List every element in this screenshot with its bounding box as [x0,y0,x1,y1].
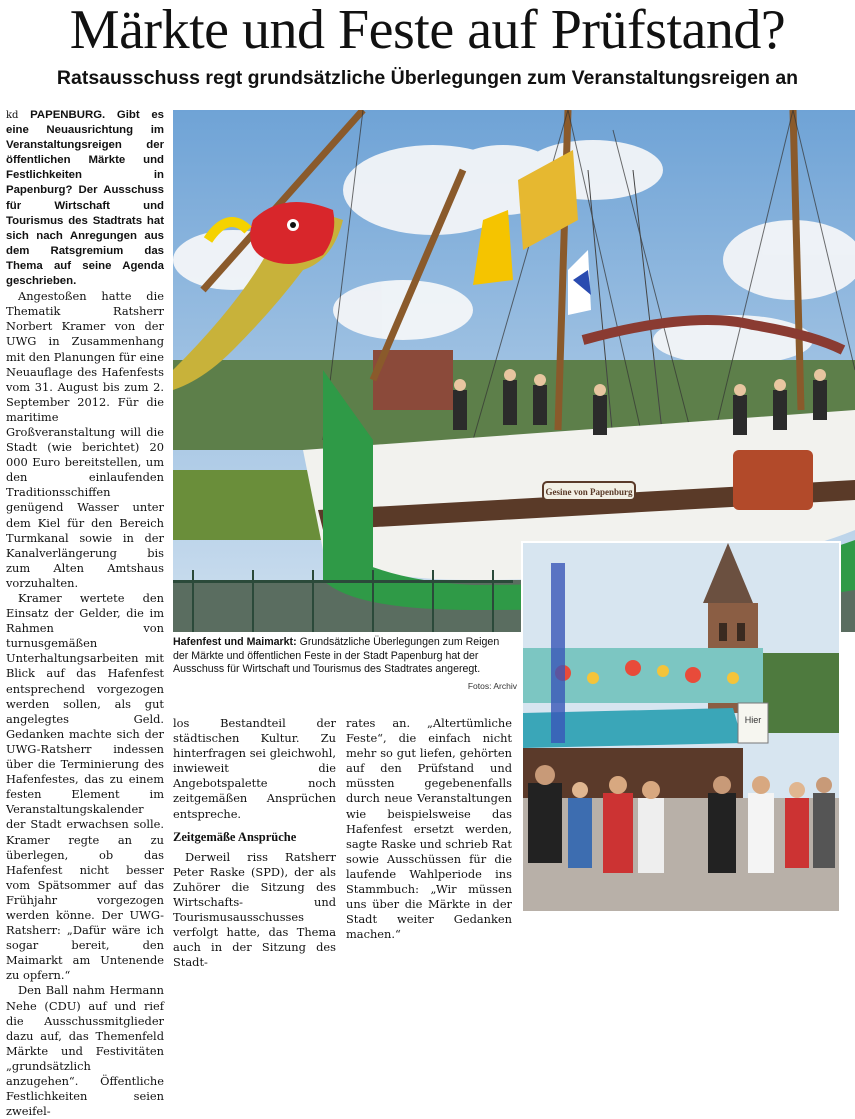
body-paragraph-3: Den Ball nahm Hermann Nehe (CDU) auf und rief die Ausschussmitglieder dazu auf, das Themenfeld Märkte und Festivitäten „grundsätzlich anzugehen“. Öffentliche Festlichkeiten seien zweifel- [6,983,164,1119]
caption-label: Hafenfest und Maimarkt: [173,636,297,648]
lead-paragraph [6,108,164,289]
column-2 [173,716,336,970]
subheadline: Ratsausschuss regt grundsätzliche Überlegungen zum Veranstaltungsreigen an [56,67,799,89]
lead-place: PAPENBURG. [30,109,106,121]
lead-text: Gibt es eine Neuausrichtung im Veranstaltungsreigen der öffentlichen Märkte und Festlichkeiten in Papenburg? Der Ausschuss für Wirtschaft und Tourismus des Stadtrats hat sich nach Anregungen aus dem Ratsgremium das Thema auf seine Agenda geschrieben. [6,109,164,288]
fair-stall-sign: Hier [744,715,762,725]
body-paragraph-1: Angestoßen hatte die Thematik Ratsherr Norbert Kramer von der UWG in Zusammenhang mit den Planungen für eine Neuauflage des Hafenfests vom 31. August bis zum 2. September 2012. Für die maritime Großveranstaltung will die Stadt (wie berichtet) 20 000 Euro bereitstellen, um den einlaufenden Traditionsschiffen genügend Wasser unter dem Kiel für den Bereich Turmkanal sowie in der Kanalverlängerung bis zum Alten Amtshaus vorzuhalten. [6,289,164,590]
fair-photo [521,541,841,913]
body-paragraph-6: rates an. „Altertümliche Feste“, die einfach nicht mehr so gut liefen, gehörten auf den Prüfstand und müssten gegebenenfalls durch neue Veranstaltungen wie beispielsweise das Hafenfest ersetzt werden, sagte Raske und schrieb Rat sowie Ausschüssen für die laufende Wahlperiode ins Stammbuch: „Wir müssen uns über die Märkte in der Stadt weiter Gedanken machen.“ [346,716,512,942]
headline: Märkte und Feste auf Prüfstand? [69,0,786,61]
photo-caption [173,636,517,677]
photo-credit: Fotos: Archiv [467,681,517,691]
body-paragraph-4: los Bestandteil der städtischen Kultur. Zu hinterfragen sei gleichwohl, inwieweit die Angebotspalette noch zeitgemäßen Ansprüchen entspreche. [173,716,336,821]
column-1 [6,108,164,1119]
caption-text: Grundsätzliche Überlegungen zum Reigen der Märkte und öffentlichen Feste in der Stadt Papenburg hat der Ausschuss für Wirtschaft und Tourismus des Stadtrates angeregt. [173,636,500,675]
ship-name-board: Gesine von Papenburg [545,487,633,497]
fair-photo-illustration [523,543,839,911]
body-paragraph-2: Kramer wertete den Einsatz der Gelder, die im Rahmen von turnusgemäßen Unterhaltungsarbeiten mit Blick auf das Hafenfest entsprechend vorgezogen werden sollen, als gut angelegtes Geld. Gedanken machte sich der UWG-Ratsherr indessen über die Terminierung des Hafenfestes, das zu einem festen Element im Veranstaltungskalender der Stadt erwachsen solle. Kramer regte an zu überlegen, ob das Hafenfest nicht besser vom Spätsommer auf das Frühjahr vorgezogen werden könne. Der UWG-Ratsherr: „Dafür wäre ich sogar bereit, den Maimarkt am Untenende zu opfern.“ [6,591,164,983]
body-paragraph-5: Derweil riss Ratsherr Peter Raske (SPD), der als Zuhörer die Sitzung des Wirtschafts- und Tourismusausschusses verfolgt hatte, das Thema auch in der Sitzung des Stadt- [173,849,336,970]
section-heading: Zeitgemäße Ansprüche [173,829,297,844]
author-tag: kd [6,110,19,121]
column-3 [346,716,512,942]
